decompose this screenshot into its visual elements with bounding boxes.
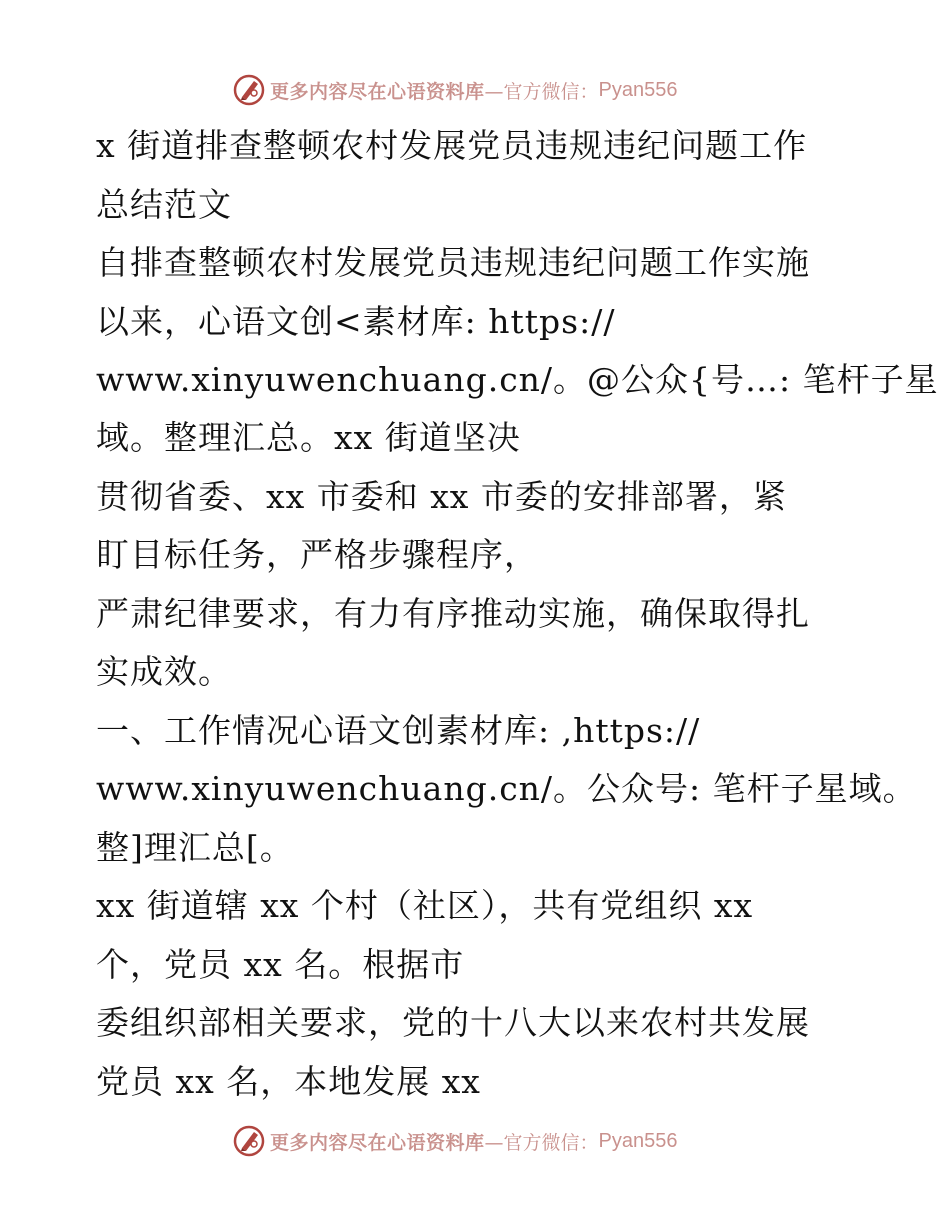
footer-banner (232, 1124, 678, 1158)
banner-slogan: 更多内容尽在心语资料库 (270, 80, 485, 103)
text-line-1: x 街道排查整顿农村发展党员违规违纪问题工作 (96, 126, 808, 165)
text-line-2: 总结范文 (96, 185, 232, 224)
header-banner (232, 73, 678, 107)
text-line-9: 严肃纪律要求，有力有序推动实施，确保取得扎 (96, 594, 810, 633)
text-line-8: 盯目标任务，严格步骤程序， (96, 535, 538, 574)
banner-official-label: —官方微信： (484, 1131, 599, 1154)
text-line-17: 党员 xx 名，本地发展 xx (96, 1062, 481, 1101)
text-line-4: 以来，心语文创<素材库: https:// (96, 302, 616, 341)
text-line-14: xx 街道辖 xx 个村（社区），共有党组织 xx (96, 886, 754, 925)
text-line-6: 域。整理汇总。xx 街道坚决 (96, 418, 521, 457)
banner-wechat-id: Pyan556 (598, 78, 678, 101)
text-line-7: 贯彻省委、xx 市委和 xx 市委的安排部署，紧 (96, 477, 787, 516)
text-line-12: www.xinyuwenchuang.cn/。公众号: 笔杆子星域。 (96, 769, 917, 808)
banner-official-label: —官方微信： (484, 80, 599, 103)
text-line-13: 整]理汇总[。 (96, 828, 294, 867)
banner-wechat-id: Pyan556 (598, 1129, 678, 1152)
text-line-10: 实成效。 (96, 652, 232, 691)
text-line-15: 个，党员 xx 名。根据市 (96, 945, 465, 984)
text-line-11: 一、工作情况心语文创素材库: ,https:// (96, 711, 701, 750)
text-line-5: www.xinyuwenchuang.cn/。@公众{号…: 笔杆子星 (96, 360, 939, 399)
text-line-3: 自排查整顿农村发展党员违规违纪问题工作实施 (96, 243, 810, 282)
logo-icon (232, 73, 266, 107)
text-line-16: 委组织部相关要求，党的十八大以来农村共发展 (96, 1003, 810, 1042)
banner-slogan: 更多内容尽在心语资料库 (270, 1131, 485, 1154)
logo-icon (232, 1124, 266, 1158)
